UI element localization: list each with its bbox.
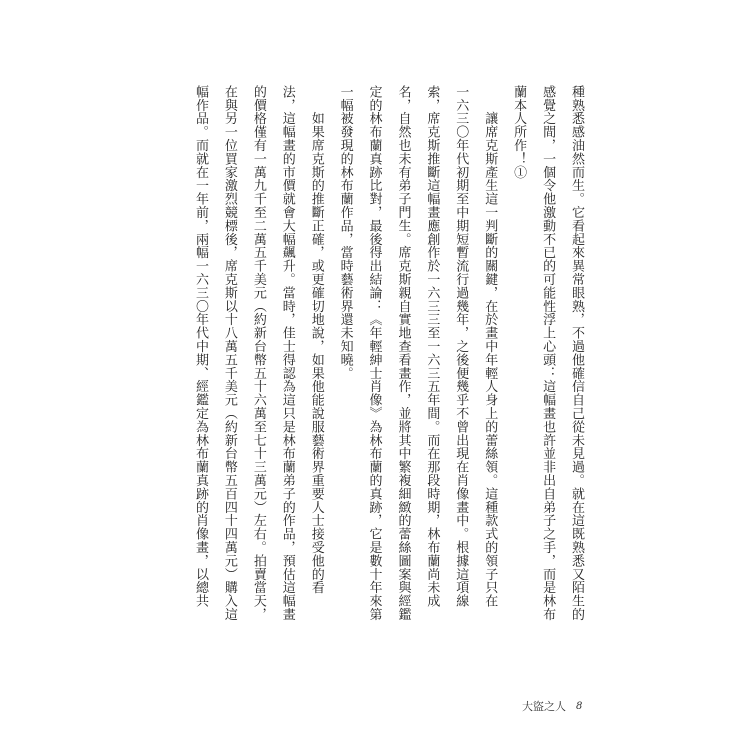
- text-column: 蘭本人所作！①: [511, 85, 527, 179]
- text-column: 感覺之間，一個令他激動不已的可能性浮上心頭：這幅畫也許並非出自弟子之手，而是林布: [540, 85, 556, 621]
- vertical-text-body: [193, 85, 583, 630]
- text-column: 讓席克斯產生這一判斷的關鍵，在於畫中年輕人身上的蕾絲領。這種款式的領子只在: [482, 85, 498, 608]
- text-column: 種熟悉感油然而生。它看起來異常眼熟，不過他確信自己從未見過。就在這既熟悉又陌生的: [568, 85, 584, 621]
- text-column: 一幅被發現的林布蘭作品，當時藝術界還未知曉。: [337, 85, 353, 380]
- text-column: 幅作品。而就在一年前，兩幅一六三〇年代中期、經鑑定為林布蘭真跡的肖像畫，以總共: [193, 85, 208, 608]
- text-column: 一六三〇年代初期至中期短暫流行過幾年，之後便幾乎不曾出現在肖像畫中。根據這項線: [453, 85, 469, 608]
- text-column: 如果席克斯的推斷正確，或更確切地說，如果他能說服藝術界重要人士接受他的看: [308, 85, 324, 595]
- text-column: 法，這幅畫的市價就會大幅飆升。當時，佳士得認為這只是林布蘭弟子的作品，預估這幅畫: [279, 85, 295, 621]
- running-title: 大盜之人: [522, 700, 566, 713]
- text-column: 的價格僅有一萬九千至二萬五千美元（約新台幣五十六萬至七十三萬元）左右。拍賣當天，: [250, 85, 266, 621]
- text-column: 定的林布蘭真跡比對，最後得出結論：《年輕紳士肖像》為林布蘭的真跡，它是數十年來第: [366, 85, 382, 621]
- text-column: 在與另一位買家激烈競標後，席克斯以十八萬五千美元（約新台幣五百四十四萬元）購入這: [221, 85, 237, 621]
- page-number: 8: [576, 700, 583, 712]
- text-column: 索，席克斯推斷這幅畫應創作於一六三三至一六三五年間。而在那段時期，林布蘭尚未成: [424, 85, 440, 608]
- page-footer: [522, 698, 582, 714]
- text-column: 名，自然也未有弟子門生。席克斯親自實地查看畫作，並將其中繁複細緻的蕾絲圖案與經鑑: [395, 85, 411, 621]
